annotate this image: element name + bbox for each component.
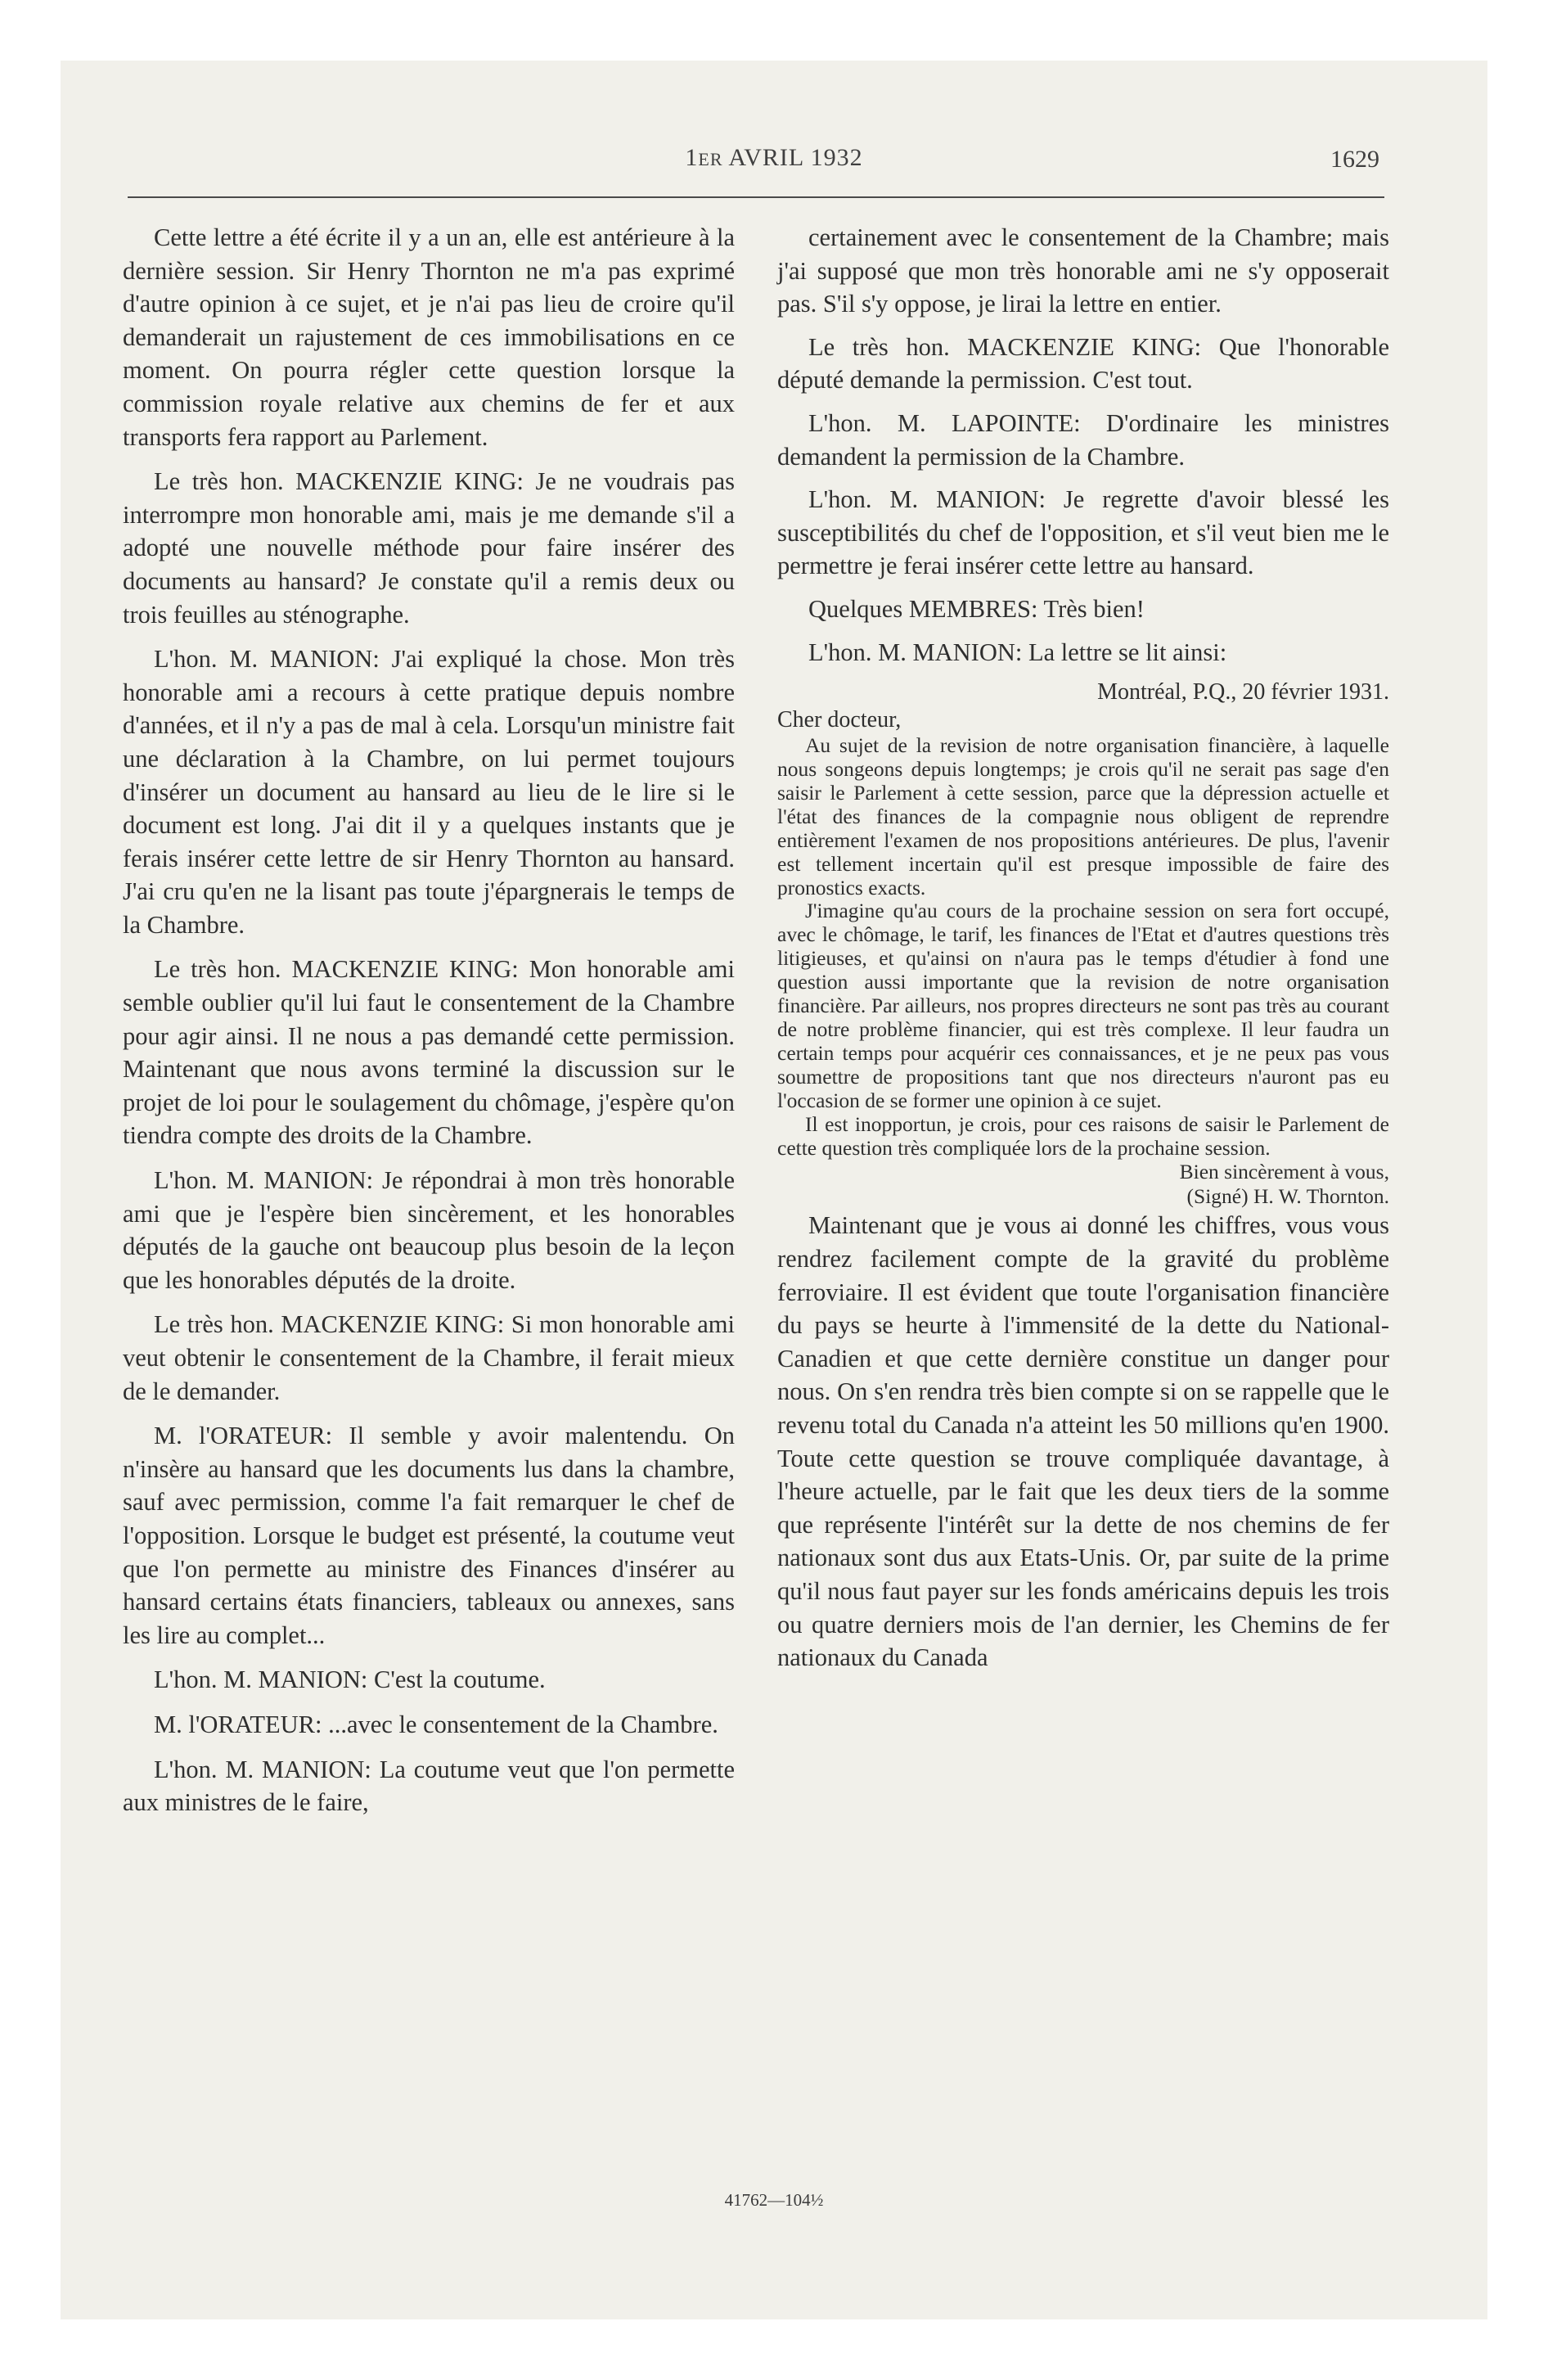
- paragraph: L'hon. M. MANION: La lettre se lit ainsi:: [808, 638, 1227, 666]
- letter-paragraph: Au sujet de la revision de notre organisation financière, à laquelle nous songeons depuis longtemps; je crois qu'il ne serait pas sage d'en saisir le Parlement à cette session, parce que la dépression actuelle et l'état des finances de la compagnie nous obligent de reprendre entièrement l'examen de nos propositions antérieures. De plus, l'avenir est tellement incertain qu'il est presque impossible de faire des pronostics exacts.: [777, 733, 1389, 899]
- paragraph: Le très hon. MACKENZIE KING: Si mon honorable ami veut obtenir le consentement de la Chambre, il ferait mieux de le demander.: [123, 1310, 735, 1405]
- letter-salutation: Cher docteur,: [777, 707, 902, 733]
- paragraph: M. l'ORATEUR: Il semble y avoir malentendu. On n'insère au hansard que les documents lus dans la chambre, sauf avec permission, comme l'a fait remarquer le chef de l'opposition. Lorsque le budget est présenté, la coutume veut que l'on permette au ministre des Finances d'insérer au hansard certains états financiers, tableaux ou annexes, sans les lire au complet...: [123, 1422, 735, 1649]
- page-number: 1629: [1330, 146, 1379, 173]
- header-date-rest: AVRIL 1932: [728, 144, 863, 171]
- letter-paragraph: J'imagine qu'au cours de la prochaine session on sera fort occupé, avec le chômage, le tarif, les finances de l'Etat et d'autres questions très litigieuses, et qu'ainsi on n'aura pas le temps d'étudier à fond une question aussi importante que la revision de notre organisation financière. Par ailleurs, nos propres directeurs ne sont pas très au courant de notre problème financier, qui est très complexe. Il leur faudra un certain temps pour acquérir ces connaissances, et je ne peux pas vous soumettre de propositions tant que nos directeurs n'auront pas eu l'occasion de se former une opinion à ce sujet.: [777, 899, 1389, 1112]
- letter-signature: (Signé) H. W. Thornton.: [1186, 1184, 1389, 1209]
- quoted-letter: [777, 678, 1389, 1209]
- running-header-date: [0, 144, 1548, 172]
- letter-closing: Bien sincèrement à vous,: [1179, 1160, 1389, 1184]
- paragraph: L'hon. M. LAPOINTE: D'ordinaire les ministres demandent la permission de la Chambre.: [777, 408, 1389, 471]
- letter-place-date: Montréal, P.Q., 20 février 1931.: [1097, 679, 1389, 705]
- paragraph: Le très hon. MACKENZIE KING: Que l'honorable député demande la permission. C'est tout.: [777, 332, 1389, 394]
- header-rule: [128, 196, 1384, 198]
- header-date-prefix: 1: [685, 144, 699, 171]
- paragraph: Le très hon. MACKENZIE KING: Mon honorable ami semble oublier qu'il lui faut le consentement de la Chambre pour agir ainsi. Il ne nous a pas demandé cette permission. Maintenant que nous avons terminé la discussion sur le projet de loi pour le soulagement du chômage, j'espère qu'on tiendra compte des droits de la Chambre.: [123, 955, 735, 1150]
- paragraph: L'hon. M. MANION: La coutume veut que l'on permette aux ministres de le faire,: [123, 1755, 735, 1817]
- paragraph: M. l'ORATEUR: ...avec le consentement de la Chambre.: [154, 1710, 718, 1738]
- paragraph: Le très hon. MACKENZIE KING: Je ne voudrais pas interrompre mon honorable ami, mais je me demande s'il a adopté une nouvelle méthode pour faire insérer des documents au hansard? Je constate qu'il a remis deux ou trois feuilles au sténographe.: [123, 467, 735, 629]
- paragraph: Quelques MEMBRES: Très bien!: [808, 594, 1145, 623]
- paragraph: Cette lettre a été écrite il y a un an, elle est antérieure à la dernière session. Sir Henry Thornton ne m'a pas exprimé d'autre opinion à ce sujet, et je n'ai pas lieu de croire qu'il demanderait un rajustement de ces immobilisations en ce moment. On pourra régler cette question lorsque la commission royale relative aux chemins de fer et aux transports fera rapport au Parlement.: [123, 223, 735, 451]
- right-column: [777, 221, 1389, 1684]
- paragraph: L'hon. M. MANION: J'ai expliqué la chose. Mon très honorable ami a recours à cette pratique depuis nombre d'années, et il n'y a pas de mal à cela. Lorsqu'un ministre fait une déclaration à la Chambre, on lui permet toujours d'insérer un document au hansard au lieu de le lire si le document est long. J'ai dit il y a quelques instants que je ferais insérer cette lettre de sir Henry Thornton au hansard. J'ai cru qu'en ne la lisant pas toute j'épargnerais le temps de la Chambre.: [123, 645, 735, 939]
- paragraph: Maintenant que je vous ai donné les chiffres, vous vous rendrez facilement compte de la gravité du problème ferroviaire. Il est évident que toute l'organisation financière du pays se heurte à l'immensité de la dette du National-Canadien et que cette dernière constitue un danger pour nous. On s'en rendra très bien compte si on se rappelle que le revenu total du Canada n'a atteint les 50 millions qu'en 1900. Toute cette question se trouve compliquée davantage, à l'heure actuelle, par le fait que les deux tiers de la somme que représente l'intérêt sur la dette de nos chemins de fer nationaux sont dus aux Etats-Unis. Or, par suite de la prime qu'il nous faut payer sur les fonds américains depuis les trois ou quatre derniers mois de l'an dernier, les Chemins de fer nationaux du Canada: [777, 1211, 1389, 1672]
- paragraph: L'hon. M. MANION: Je regrette d'avoir blessé les susceptibilités du chef de l'opposition, et s'il veut bien me le permettre je ferai insérer cette lettre au hansard.: [777, 485, 1389, 580]
- paragraph: certainement avec le consentement de la Chambre; mais j'ai supposé que mon très honorable ami ne s'y opposerait pas. S'il s'y oppose, je lirai la lettre en entier.: [777, 223, 1389, 318]
- letter-paragraph: Il est inopportun, je crois, pour ces raisons de saisir le Parlement de cette question très compliquée lors de la prochaine session.: [777, 1111, 1389, 1160]
- left-column: [123, 221, 735, 1831]
- header-date-superscript: ER: [698, 149, 723, 169]
- paragraph: L'hon. M. MANION: C'est la coutume.: [154, 1666, 546, 1694]
- paragraph: L'hon. M. MANION: Je répondrai à mon très honorable ami que je l'espère bien sincèrement, et les honorables députés de la gauche ont beaucoup plus besoin de la leçon que les honorables députés de la droite.: [123, 1166, 735, 1294]
- printer-code: 41762—104½: [724, 2190, 824, 2210]
